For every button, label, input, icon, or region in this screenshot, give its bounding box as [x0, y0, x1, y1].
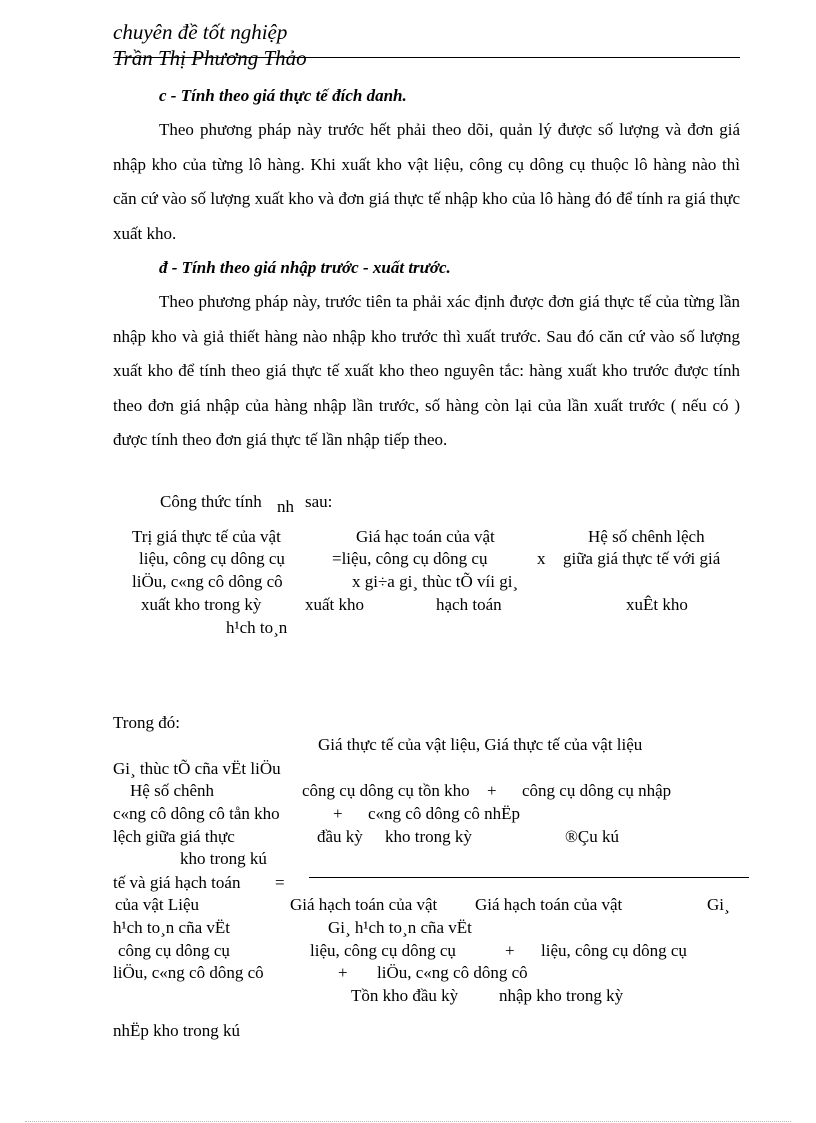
formula2-garbled-text: Gi¸	[707, 895, 730, 914]
section-d-paragraph: Theo phương pháp này, trước tiên ta phải xác định được đơn giá thực tế của từng lần nhập kho và giả thiết hàng nào nhập kho trước thì xuất trước. Sau đó căn cứ vào số lượng xuất kho để tính theo giá thực tế xuất kho theo nguyên tắc: hàng xuất kho trước được tính theo đơn giá nhập của hàng nhập lần trước, số hàng còn lại của lần xuất trước ( nếu có ) được tính theo đơn giá thực tế lần nhập tiếp theo.	[113, 292, 740, 449]
formula2-plus-sign: +	[487, 781, 497, 800]
formula2-numerator-text: đầu kỳ	[317, 827, 363, 846]
formula2-garbled-text: c«ng cô dông cô tån kho	[113, 804, 280, 823]
formula1-left-line: Trị giá thực tế của vật	[132, 527, 281, 546]
section-c-paragraph: Theo phương pháp này trước hết phải theo dõi, quản lý được số lượng và đơn giá nhập kho của từng lô hàng. Khi xuất kho vật liệu, công cụ dông cụ thuộc lô hàng nào thì căn cứ vào số lượng xuất kho và đơn giá thực tế nhập kho của lô hàng đó để tính ra giá thực xuất kho.	[113, 120, 740, 243]
formula2-plus-sign: +	[333, 804, 343, 823]
formula1-times-sign: x	[537, 549, 546, 568]
formula2-garbled-text: nhËp kho trong kú	[113, 1021, 241, 1040]
formula2-garbled-text: Gi¸ h¹ch to¸n cña vËt	[328, 918, 472, 937]
formula2-denominator-text: nhập kho trong kỳ	[499, 986, 624, 1005]
formula1-right-line: Hệ số chênh lệch	[588, 527, 705, 546]
formula2-garbled-text: c«ng cô dông cô nhËp	[368, 804, 521, 823]
formula1-left-line: xuất kho trong kỳ	[141, 595, 262, 614]
formula2-garbled-text: ®Çu kú	[565, 827, 620, 846]
formula2-denominator-text: liệu, công cụ dông cụ	[310, 941, 456, 960]
section-d-heading: đ - Tính theo giá nhập trước - xuất trước.	[159, 258, 451, 277]
formula2-left-label: Hệ số chênh	[130, 781, 215, 800]
formula2-numerator-text: kho trong kỳ	[385, 827, 472, 846]
formula2-equals-sign: =	[275, 873, 285, 892]
formula2-plus-sign: +	[505, 941, 515, 960]
formula2-left-label: lệch giữa giá thực	[113, 827, 235, 846]
section-c-heading: c - Tính theo giá thực tế đích danh.	[159, 86, 407, 105]
formula2-denominator-text: Giá hạch toán của vật	[475, 895, 623, 914]
header-rule	[113, 57, 740, 58]
formula1-mid-line: =liệu, công cụ dông cụ	[332, 549, 488, 568]
formula1-left-line: liÖu, c«ng cô dông cô	[132, 572, 283, 591]
formula1-mid-line: h¹ch to¸n	[226, 618, 288, 637]
formula1-right-line: giữa giá thực tế với giá	[563, 549, 721, 568]
formula-intro: Công thức tính	[160, 492, 262, 511]
formula2-garbled-text: liÖu, c«ng cô dông cô	[113, 963, 264, 982]
formula-intro-end: sau:	[305, 492, 333, 511]
formula2-left-label: của vật Liệu	[115, 895, 200, 914]
formula1-left-line: liệu, công cụ dông cụ	[139, 549, 285, 568]
formula2-denominator-text: Tồn kho đầu kỳ	[351, 986, 459, 1005]
formula2-garbled-text: kho trong kú	[180, 849, 267, 868]
formula2-fraction-line	[309, 877, 749, 878]
formula1-mid-line: Giá hạc toán của vật	[356, 527, 495, 546]
formula1-right-line: hạch toán	[436, 595, 502, 614]
formula2-numerator-title: Giá thực tế của vật liệu, Giá thực tế của vật liệu	[318, 735, 643, 754]
formula2-left-label: công cụ dông cụ	[118, 941, 230, 960]
formula-intro-nh: nh	[277, 497, 294, 516]
formula1-right-line: xuÊt kho	[626, 595, 688, 614]
formula2-intro: Trong đó:	[113, 713, 180, 732]
formula2-denominator-text: Giá hạch toán của vật	[290, 895, 438, 914]
formula2-denominator-text: liệu, công cụ dông cụ	[541, 941, 687, 960]
formula2-garbled-text: liÖu, c«ng cô dông cô	[377, 963, 528, 982]
formula1-mid-line: xuất kho	[305, 595, 365, 614]
formula1-mid-line: x gi÷a gi¸ thùc tÕ víi gi¸	[352, 572, 519, 591]
formula2-left-label: tế và giá hạch toán	[113, 873, 241, 892]
header-author: Trần Thị Phương Thảo	[113, 46, 307, 70]
header-title: chuyên đề tốt nghiệp	[113, 20, 288, 44]
page-bottom-border	[25, 1121, 791, 1122]
formula2-garbled-text: Gi¸ thùc tÕ cña vËt liÖu	[113, 759, 281, 778]
formula2-numerator-text: công cụ dông cụ nhập	[522, 781, 672, 800]
formula2-garbled-text: h¹ch to¸n cña vËt	[113, 918, 230, 937]
formula2-plus-sign: +	[338, 963, 348, 982]
formula2-numerator-text: công cụ dông cụ tồn kho	[302, 781, 470, 800]
